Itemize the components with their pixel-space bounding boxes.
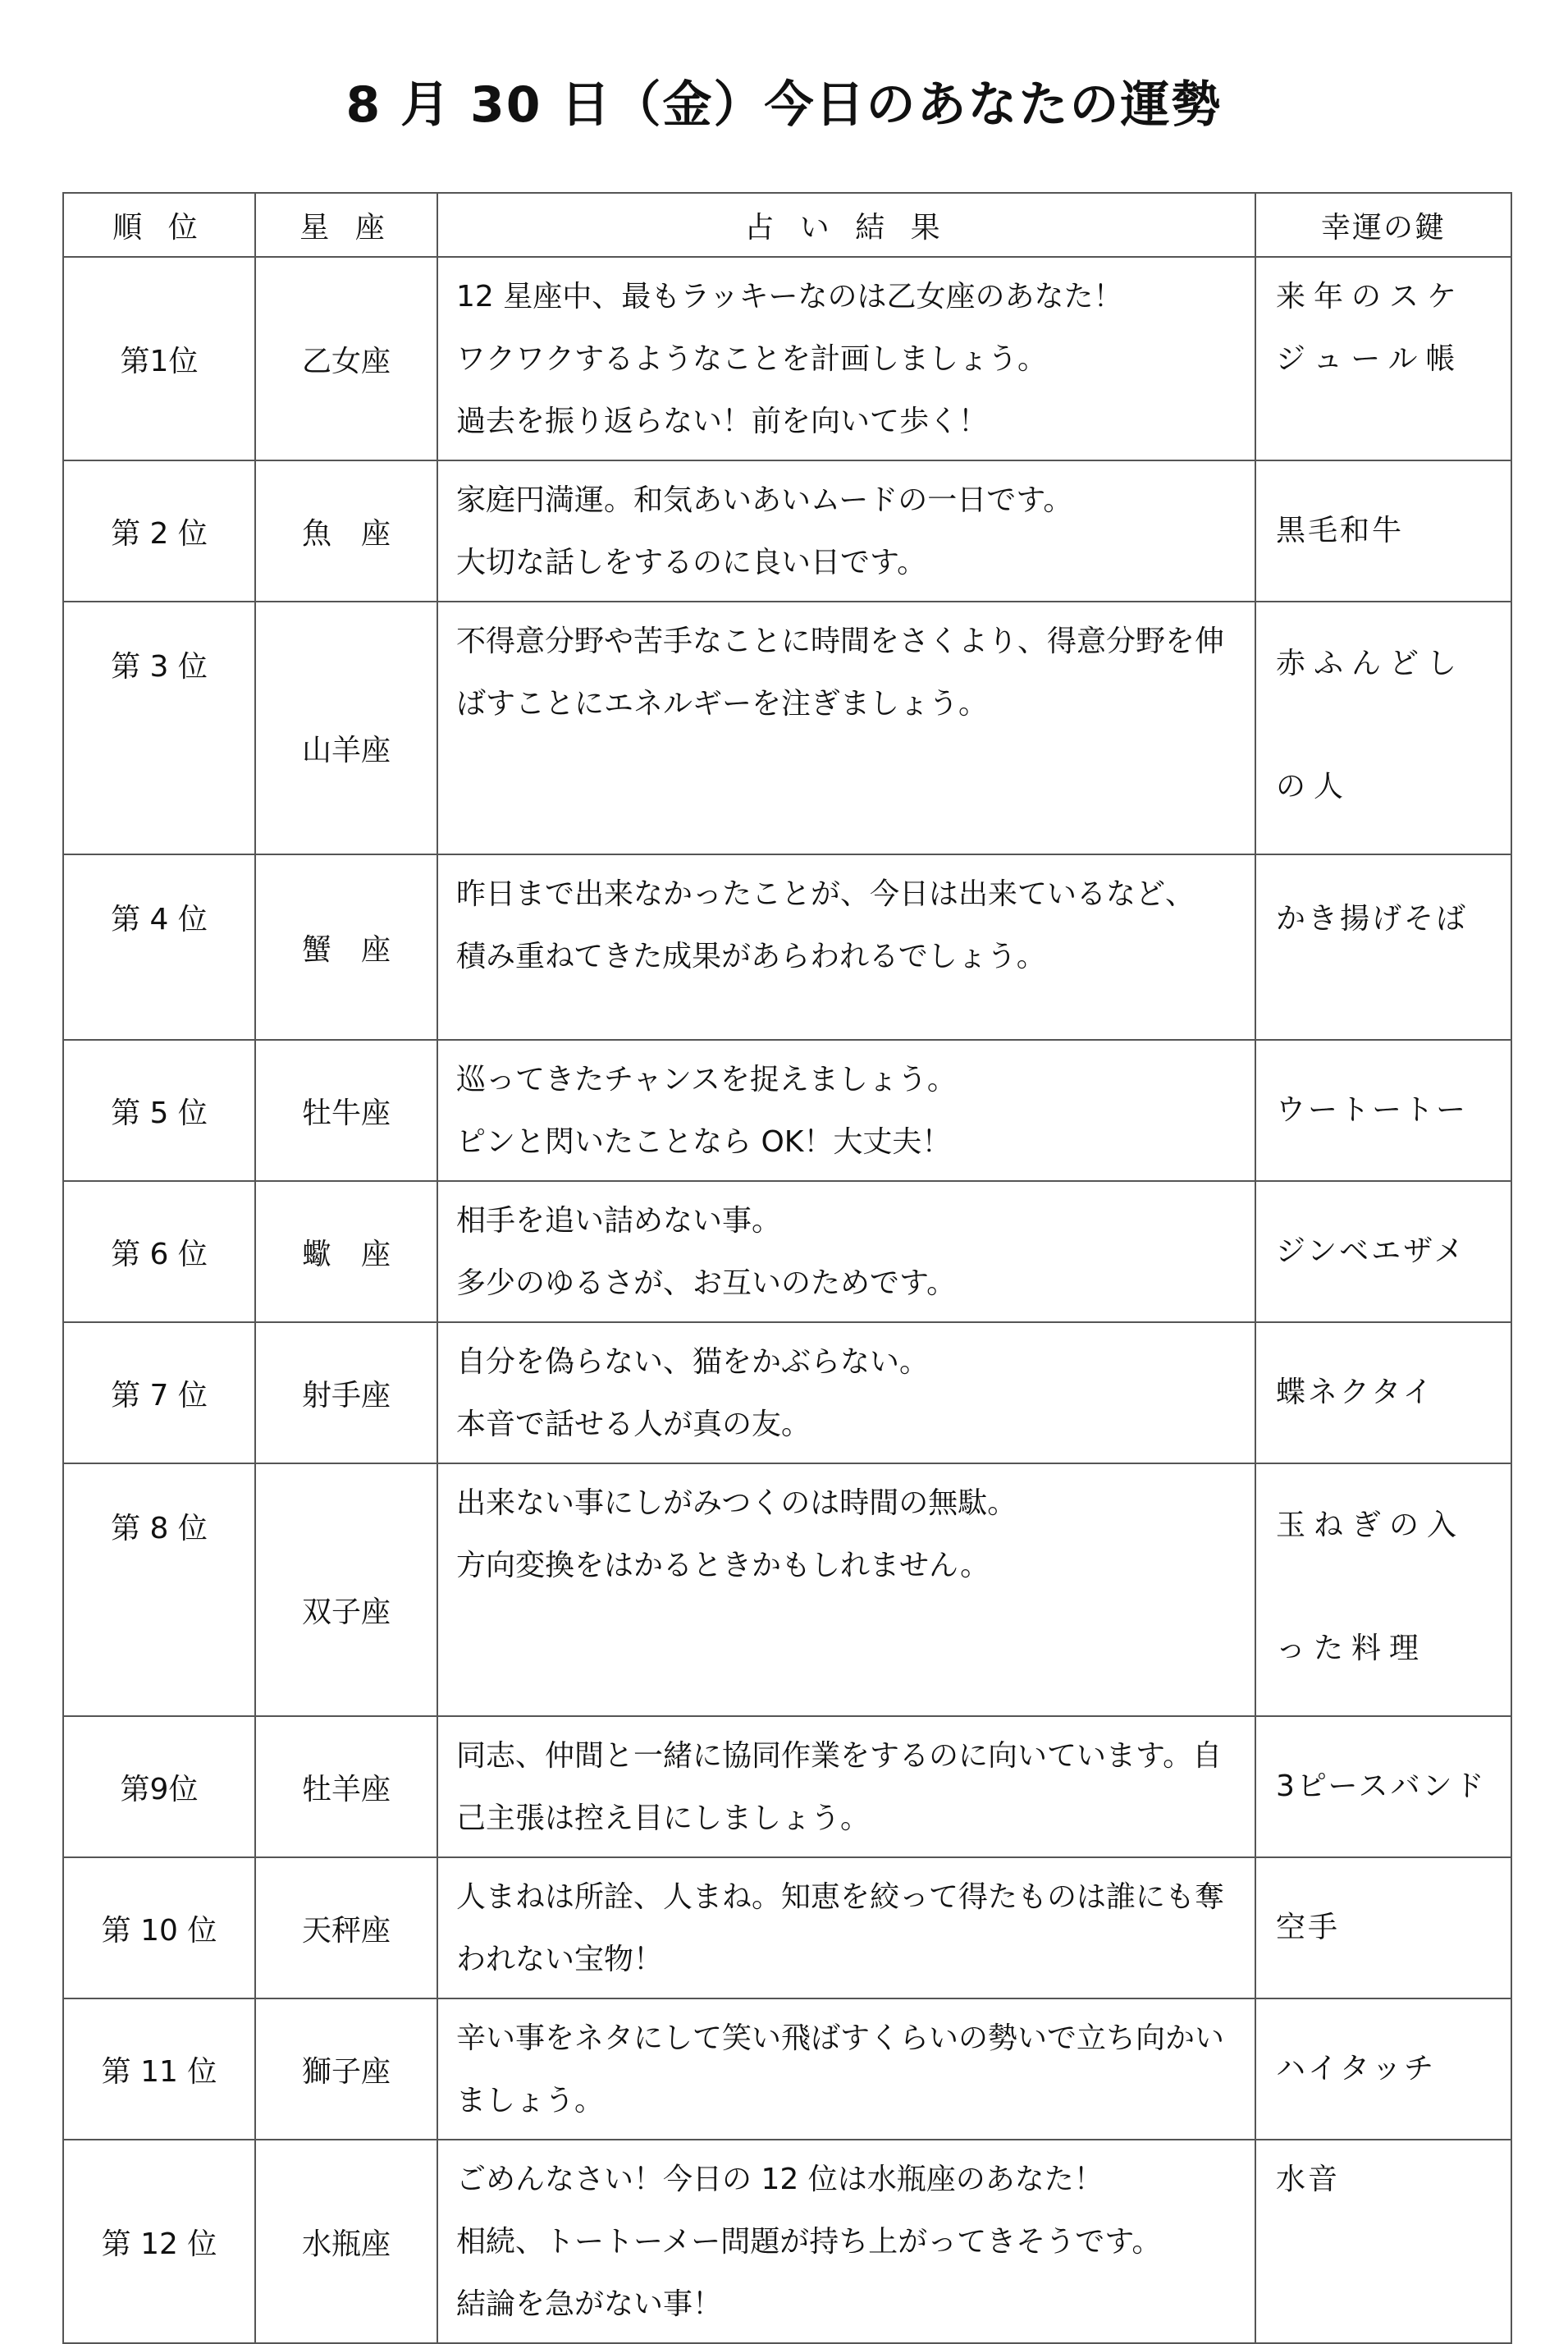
result-line: 相続、トートーメー問題が持ち上がってきそうです。 [456, 2225, 1162, 2259]
sign-cell: 乙女座 [255, 257, 437, 460]
rank-cell: 第 2 位 [63, 460, 255, 602]
rank-cell: 第 7 位 [63, 1322, 255, 1463]
result-line: 自分を偽らない、猫をかぶらない。 [456, 1345, 930, 1379]
table-row [63, 602, 1511, 854]
table-row [63, 1181, 1511, 1322]
result-line: 結論を急がない事！ [456, 2287, 723, 2321]
result-cell [437, 1857, 1255, 1998]
sign-cell: 獅子座 [255, 1998, 437, 2140]
key-cell: 赤ふんどしの人 [1255, 602, 1511, 854]
result-cell [437, 1716, 1255, 1857]
header-key: 幸運の鍵 [1255, 193, 1511, 257]
result-line: 家庭円満運。和気あいあいムードの一日です。 [456, 483, 1073, 517]
result-cell [437, 1998, 1255, 2140]
rank-cell: 第9位 [63, 1716, 255, 1857]
sign-cell: 牡牛座 [255, 1040, 437, 1181]
result-line: 大切な話しをするのに良い日です。 [456, 546, 927, 579]
fortune-table [62, 192, 1512, 2344]
key-cell: ハイタッチ [1255, 1998, 1511, 2140]
result-cell [437, 2140, 1255, 2343]
table-row [63, 1322, 1511, 1463]
key-cell: 蝶ネクタイ [1255, 1322, 1511, 1463]
sign-cell: 天秤座 [255, 1857, 437, 1998]
header-row [63, 193, 1511, 257]
rank-cell: 第 6 位 [63, 1181, 255, 1322]
result-line: 昨日まで出来なかったことが、今日は出来ているなど、 [456, 877, 1195, 911]
result-cell [437, 1463, 1255, 1716]
rank-cell: 第 4 位 [63, 854, 255, 1040]
key-cell: ウートートー [1255, 1040, 1511, 1181]
page-title: 8 月 30 日（金）今日のあなたの運勢 [345, 76, 1223, 135]
result-line: 多少のゆるさが、お互いのためです。 [456, 1266, 957, 1300]
result-line: 相手を追い詰めない事。 [456, 1204, 782, 1238]
key-cell: 玉ねぎの入った料理 [1255, 1463, 1511, 1716]
table-row [63, 2140, 1511, 2343]
sign-cell: 魚 座 [255, 460, 437, 602]
table-row [63, 1716, 1511, 1857]
result-cell [437, 1322, 1255, 1463]
rank-cell: 第 10 位 [63, 1857, 255, 1998]
sign-cell: 水瓶座 [255, 2140, 437, 2343]
result-line: 方向変換をはかるときかもしれません。 [456, 1549, 990, 1582]
table-row [63, 460, 1511, 602]
result-cell [437, 1040, 1255, 1181]
sign-cell: 蠍 座 [255, 1181, 437, 1322]
header-sign: 星 座 [255, 193, 437, 257]
table-row [63, 854, 1511, 1040]
result-line: ごめんなさい！今日の 12 位は水瓶座のあなた！ [456, 2163, 1104, 2196]
result-line: 出来ない事にしがみつくのは時間の無駄。 [456, 1486, 1017, 1520]
key-cell: 空手 [1255, 1857, 1511, 1998]
key-cell: ジンベエザメ [1255, 1181, 1511, 1322]
sign-cell: 牡羊座 [255, 1716, 437, 1857]
result-line: 過去を振り返らない！前を向いて歩く！ [456, 405, 989, 438]
result-cell [437, 257, 1255, 460]
result-line: 不得意分野や苦手なことに時間をさくより、得意分野を伸ばすことにエネルギーを注ぎましょう。 [456, 625, 1225, 721]
result-line: 人まねは所詮、人まね。知恵を絞って得たものは誰にも奪われない宝物！ [456, 1880, 1225, 1976]
table-row [63, 257, 1511, 460]
rank-cell: 第1位 [63, 257, 255, 460]
key-cell: 3ピースバンド [1255, 1716, 1511, 1857]
rank-cell: 第 5 位 [63, 1040, 255, 1181]
header-result: 占 い 結 果 [437, 193, 1255, 257]
key-cell: かき揚げそば [1255, 854, 1511, 1040]
sign-cell: 山羊座 [255, 602, 437, 854]
header-rank: 順 位 [63, 193, 255, 257]
result-line: 辛い事をネタにして笑い飛ばすくらいの勢いで立ち向かいましょう。 [456, 2021, 1225, 2117]
result-line: ピンと閃いたことなら OK！大丈夫！ [456, 1125, 952, 1159]
table-row [63, 1857, 1511, 1998]
result-cell [437, 854, 1255, 1040]
rank-cell: 第 3 位 [63, 602, 255, 854]
sign-cell: 蟹 座 [255, 854, 437, 1040]
rank-cell: 第 8 位 [63, 1463, 255, 1716]
result-line: 本音で話せる人が真の友。 [456, 1408, 811, 1441]
result-line: 巡ってきたチャンスを捉えましょう。 [456, 1063, 957, 1096]
result-cell [437, 602, 1255, 854]
table-row [63, 1463, 1511, 1716]
result-cell [437, 460, 1255, 602]
rank-cell: 第 11 位 [63, 1998, 255, 2140]
sign-cell: 射手座 [255, 1322, 437, 1463]
result-cell [437, 1181, 1255, 1322]
key-cell: 黒毛和牛 [1255, 460, 1511, 602]
result-line: 12 星座中、最もラッキーなのは乙女座のあなた！ [456, 280, 1123, 314]
table-row [63, 1040, 1511, 1181]
result-line: ワクワクするようなことを計画しましょう。 [456, 342, 1048, 376]
table-row [63, 1998, 1511, 2140]
rank-cell: 第 12 位 [63, 2140, 255, 2343]
sign-cell: 双子座 [255, 1463, 437, 1716]
key-cell: 水音 [1255, 2140, 1511, 2343]
result-line: 積み重ねてきた成果があらわれるでしょう。 [456, 940, 1046, 973]
key-cell: 来年のスケジュール帳 [1255, 257, 1511, 460]
result-line: 同志、仲間と一緒に協同作業をするのに向いています。自己主張は控え目にしましょう。 [456, 1739, 1223, 1835]
